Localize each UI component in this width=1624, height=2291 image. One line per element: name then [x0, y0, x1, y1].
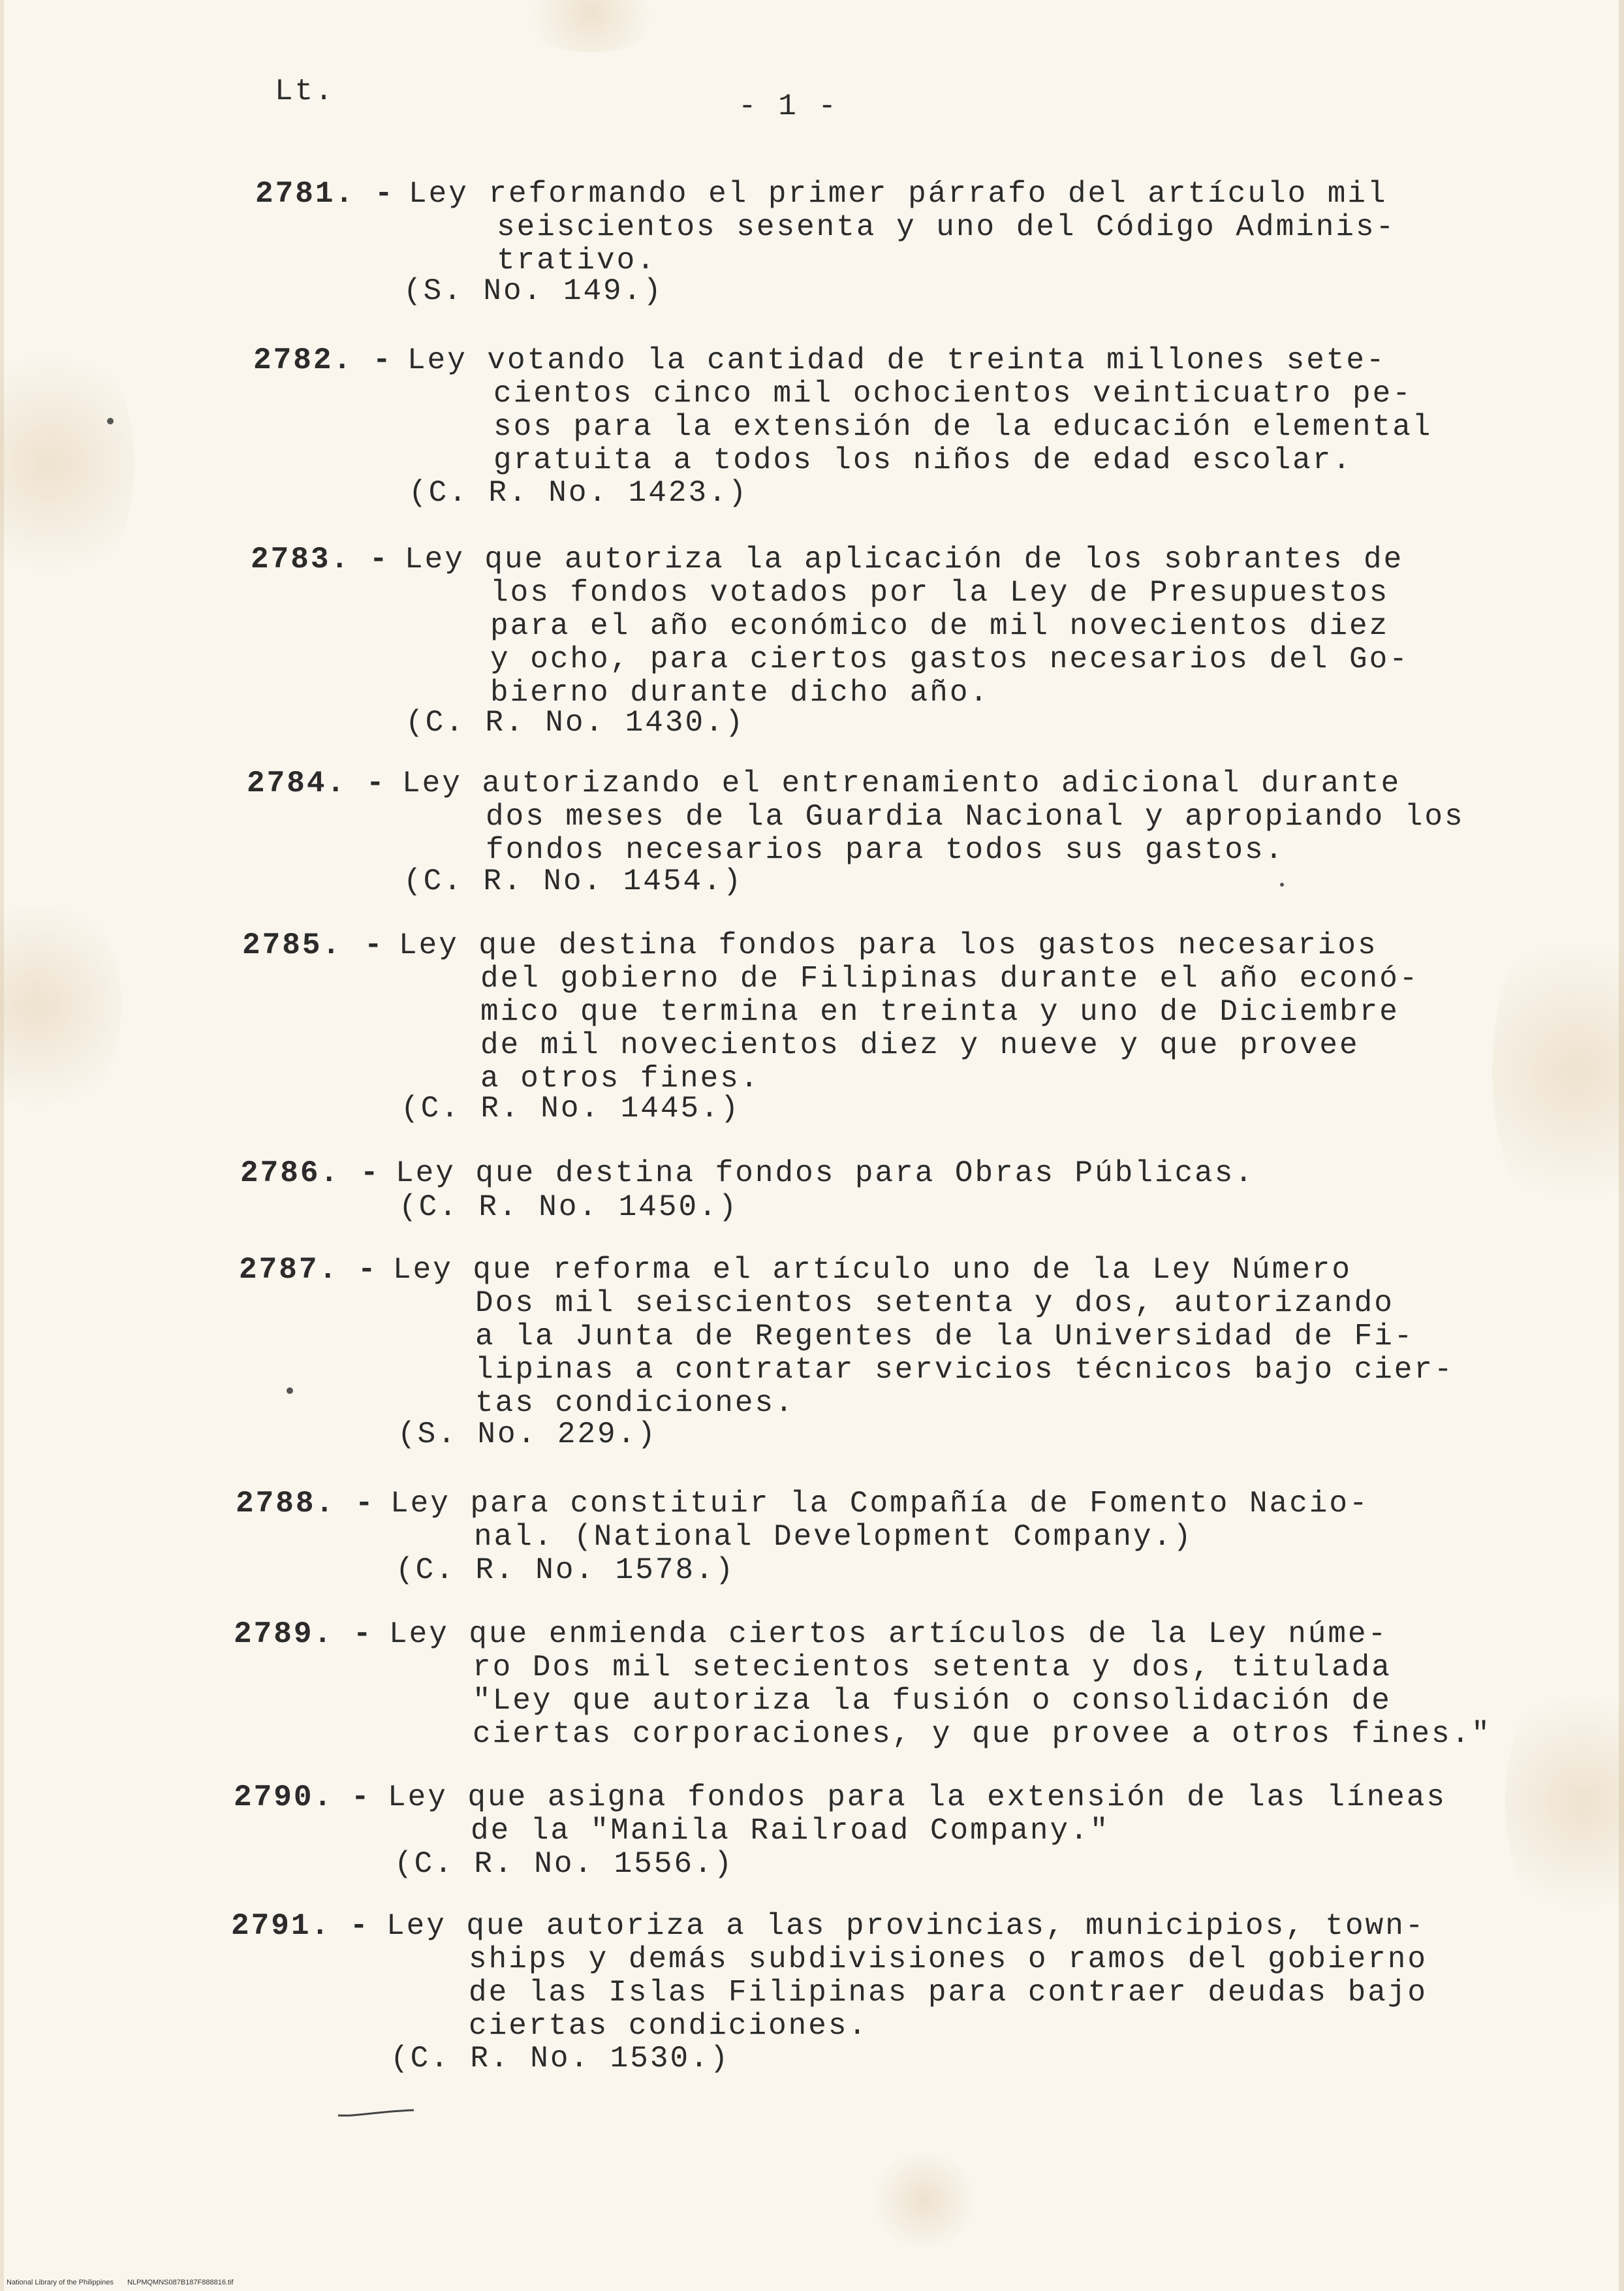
entry-first-line: Ley para constituir la Compañía de Fomento Nacio- — [390, 1487, 1369, 1521]
entry-number: 2791. — [231, 1909, 332, 1943]
entry-reference: (C. R. No. 1423.) — [409, 476, 749, 510]
entry-number: 2786. — [240, 1156, 341, 1190]
archive-source: National Library of the Philippines — [7, 2279, 114, 2286]
entry-reference: (C. R. No. 1445.) — [401, 1092, 741, 1126]
entry-first-line: Ley que autoriza la aplicación de los sobrantes de — [405, 543, 1404, 577]
entry-first-line: Ley que autoriza a las provincias, municipios, town- — [386, 1909, 1426, 1943]
entry-continuation: ships y demás subdivisiones o ramos del gobierno de las Islas Filipinas para contraer deudas bajo ciertas condiciones. — [469, 1942, 1428, 2043]
entry-continuation: del gobierno de Filipinas durante el año econó- mico que termina en treinta y uno de Diciembre de mil novecientos diez y nueve y que provee a otros fines. — [480, 962, 1420, 1096]
entry-continuation: dos meses de la Guardia Nacional y apropiando los fondos necesarios para todos sus gastos. — [486, 800, 1465, 867]
entry-number: 2787. — [239, 1253, 339, 1287]
entry-first-line: Ley que destina fondos para Obras Públicas. — [396, 1156, 1255, 1190]
entry-dash: - — [353, 1617, 373, 1651]
entry-dash: - — [364, 928, 384, 962]
entry-first-line: Ley votando la cantidad de treinta millones sete- — [407, 343, 1386, 377]
archive-file-id: NLPMQMNS087B187F888816.tif — [127, 2279, 234, 2286]
archive-footer — [7, 2279, 245, 2286]
entry-reference: (S. No. 149.) — [403, 274, 663, 308]
pen-scratch — [337, 2109, 415, 2118]
entry-continuation: ro Dos mil setecientos setenta y dos, titulada "Ley que autoriza la fusión o consolidación de ciertas corporaciones, y que provee a otros fines." — [473, 1651, 1491, 1751]
entry-continuation: seiscientos sesenta y uno del Código Adminis- trativo. — [497, 210, 1396, 277]
entry-reference: (C. R. No. 1556.) — [394, 1847, 734, 1881]
entry-first-line: Ley que destina fondos para los gastos necesarios — [399, 928, 1378, 962]
entry-first-line: Ley que asigna fondos para la extensión de las líneas — [388, 1780, 1447, 1814]
entry-number: 2784. — [247, 766, 347, 800]
entry-dash: - — [375, 177, 395, 211]
entry-continuation: los fondos votados por la Ley de Presupuestos para el año económico de mil novecientos diez y ocho, para ciertos gastos necesarios del Go- bierno durante dicho año. — [490, 576, 1409, 710]
entry-number: 2790. — [234, 1780, 334, 1814]
entry-dash: - — [369, 543, 390, 577]
entry-dash: - — [351, 1780, 371, 1814]
entry-number: 2785. — [242, 928, 343, 962]
entry-continuation: de la "Manila Railroad Company." — [471, 1814, 1110, 1848]
entry-dash: - — [373, 343, 393, 377]
entry-number: 2781. — [255, 177, 356, 211]
entry-reference: (C. R. No. 1530.) — [390, 2042, 730, 2076]
entry-number: 2783. — [251, 543, 351, 577]
entry-reference: (S. No. 229.) — [398, 1417, 657, 1451]
entry-first-line: Ley que enmienda ciertos artículos de la Ley núme- — [389, 1617, 1388, 1651]
entry-dash: - — [360, 1156, 381, 1190]
entry-reference: (C. R. No. 1578.) — [396, 1553, 736, 1587]
entry-first-line: Ley que reforma el artículo uno de la Ley Número — [393, 1253, 1352, 1287]
entry-first-line: Ley autorizando el entrenamiento adicional durante — [402, 766, 1401, 800]
entry-dash: - — [366, 766, 386, 800]
entry-dash: - — [350, 1909, 370, 1943]
entry-continuation: cientos cinco mil ochocientos veinticuatro pe- sos para la extensión de la educación elemental gratuita a todos los niños de edad escolar. — [493, 377, 1433, 477]
law-entry-list — [4, 0, 1624, 2291]
entry-dash: - — [358, 1253, 378, 1287]
entry-reference: (C. R. No. 1450.) — [399, 1190, 739, 1224]
entry-number: 2782. — [253, 343, 354, 377]
entry-dash: - — [355, 1487, 375, 1521]
entry-number: 2788. — [236, 1487, 336, 1521]
entry-first-line: Ley reformando el primer párrafo del artículo mil — [409, 177, 1388, 211]
entry-reference: (C. R. No. 1454.) — [403, 864, 743, 898]
header-mark: Lt. — [275, 74, 335, 108]
entry-continuation: nal. (National Development Company.) — [474, 1520, 1193, 1554]
entry-number: 2789. — [234, 1617, 334, 1651]
entry-continuation: Dos mil seiscientos setenta y dos, autorizando a la Junta de Regentes de la Universidad de Fi- lipinas a contratar servicios técnicos bajo cier- tas condiciones. — [475, 1286, 1454, 1420]
entry-reference: (C. R. No. 1430.) — [405, 706, 745, 740]
page-number: - 1 - — [738, 89, 839, 123]
